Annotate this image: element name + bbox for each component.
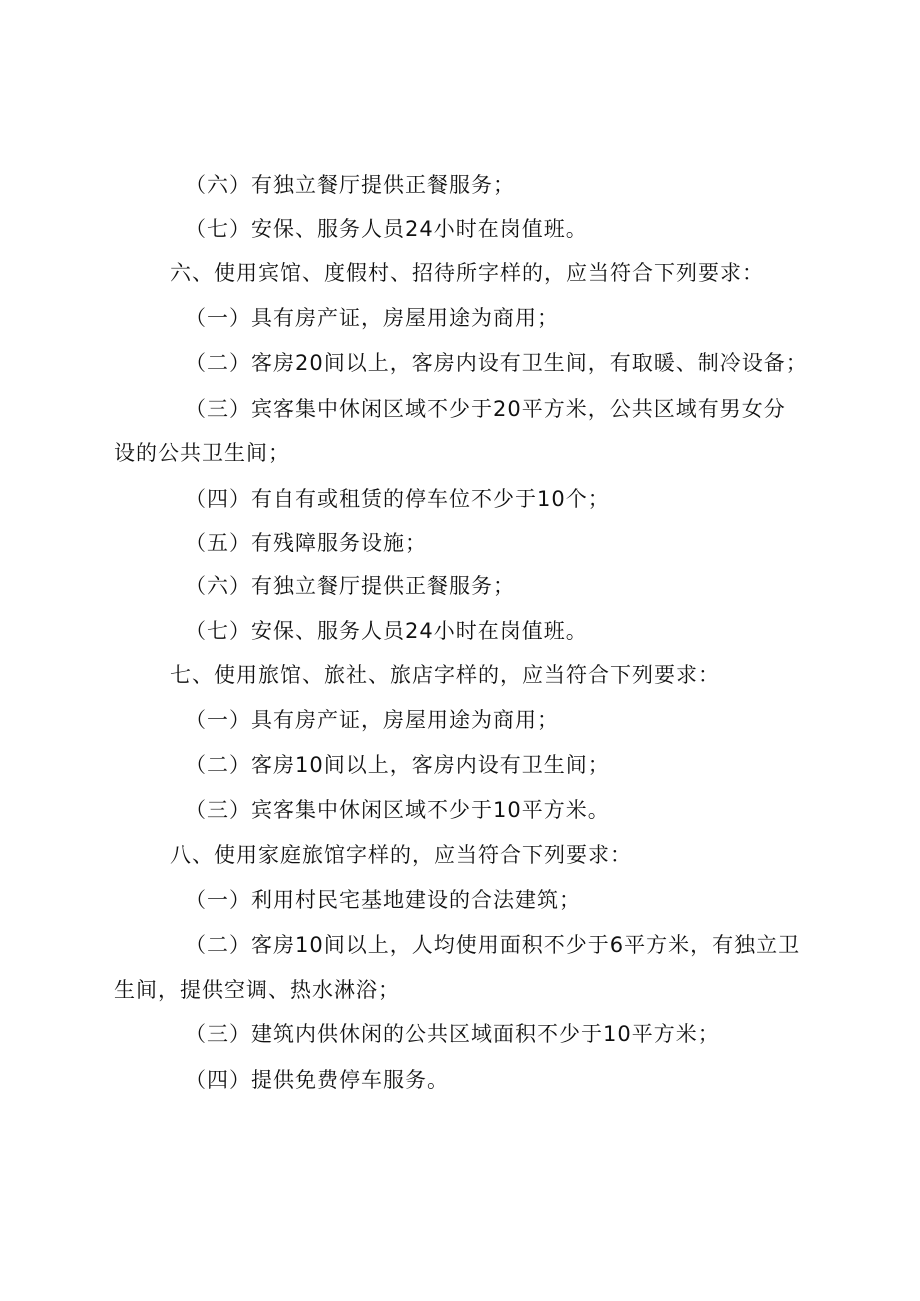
section-heading: 七、使用旅馆、旅社、旅店字样的，应当符合下列要求：	[170, 663, 720, 687]
paragraph-line: （一）具有房产证，房屋用途为商用；	[185, 306, 559, 330]
section-heading: 六、使用宾馆、度假村、招待所字样的，应当符合下列要求：	[170, 261, 764, 285]
paragraph-line: （二）客房10间以上，客房内设有卫生间；	[185, 753, 610, 777]
paragraph-line: （五）有残障服务设施；	[185, 531, 427, 555]
paragraph-line: （四）有自有或租赁的停车位不少于10个；	[185, 487, 610, 511]
paragraph-line: （三）建筑内供休闲的公共区域面积不少于10平方米；	[185, 1022, 720, 1046]
section-heading: 八、使用家庭旅馆字样的，应当符合下列要求：	[170, 843, 632, 867]
paragraph-continuation: 设的公共卫生间；	[114, 441, 290, 465]
paragraph-line: （二）客房20间以上，客房内设有卫生间，有取暖、制冷设备；	[185, 351, 808, 375]
paragraph-line: （四）提供免费停车服务。	[185, 1068, 449, 1092]
paragraph-line: （三）宾客集中休闲区域不少于10平方米。	[185, 798, 610, 822]
paragraph-line: （六）有独立餐厅提供正餐服务；	[185, 173, 515, 197]
paragraph-line: （一）利用村民宅基地建设的合法建筑；	[185, 888, 581, 912]
paragraph-line: （七）安保、服务人员24小时在岗值班。	[185, 619, 588, 643]
paragraph-line: （三）宾客集中休闲区域不少于20平方米，公共区域有男女分	[185, 397, 786, 421]
paragraph-line: （二）客房10间以上，人均使用面积不少于6平方米，有独立卫	[185, 933, 801, 957]
paragraph-line: （一）具有房产证，房屋用途为商用；	[185, 708, 559, 732]
paragraph-line: （七）安保、服务人员24小时在岗值班。	[185, 217, 588, 241]
paragraph-continuation: 生间，提供空调、热水淋浴；	[114, 978, 400, 1002]
paragraph-line: （六）有独立餐厅提供正餐服务；	[185, 574, 515, 598]
